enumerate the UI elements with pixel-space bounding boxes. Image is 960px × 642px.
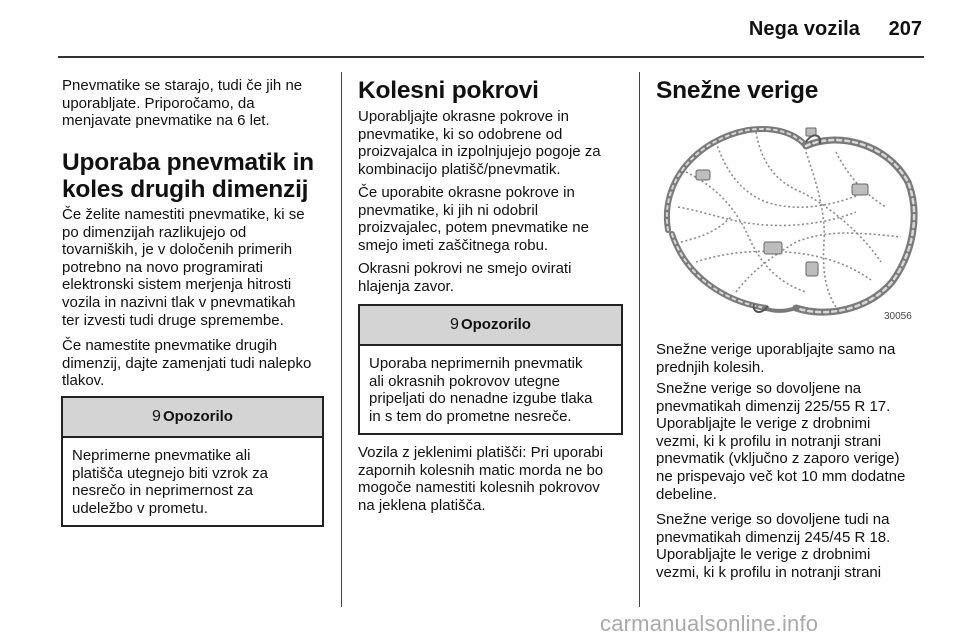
paragraph-front-wheels [656,341,926,376]
text-line: nesrečo in neprimernost za [72,482,253,500]
text-line: po dimenzijah razlikujejo od [62,223,247,241]
text-line: pnevmatik (vključno z zaporo verige) [656,450,900,468]
warning-box [61,396,324,527]
section-heading: Snežne verige [656,77,819,104]
text-line: pnevmatike, ki so odobrene od [358,125,563,143]
page-number: 207 [888,18,922,40]
text-line: Če uporabite okrasne pokrove in [358,184,575,201]
paragraph-pressure-label [62,337,337,390]
intro-paragraph [62,77,332,130]
text-line: Snežne verige so dovoljene tudi na [656,511,890,528]
text-line: Okrasni pokrovi ne smejo ovirati [358,260,572,277]
text-line: Uporabljajte le verige z drobnimi [656,415,871,433]
section-title: Nega vozila [748,18,860,40]
text-line: smejo imeti zaščitnega robu. [358,236,549,254]
text-line: elektronski sistem merjenja hitrosti [62,276,292,294]
text-line: uporabljate. Priporočamo, da [62,94,255,112]
snow-chains-illustration [656,112,920,327]
text-line: zapornih kolesnih matic morda ne bo [358,461,604,479]
warning-triangle-icon: 9 [152,408,161,425]
text-line: vozila in nazivni tlak v pnevmatikah [62,293,296,311]
text-line: potrebno na novo programirati [62,258,263,276]
text-line: Vozila z jeklenimi platišči: Pri uporabi [358,444,604,461]
text-line: tlakov. [62,372,105,390]
paragraph-steel-rims [358,444,638,514]
paragraph-dimension-225 [656,380,928,503]
watermark: carmanualsonline.info [600,611,819,636]
column-divider-2 [639,72,640,607]
text-line: ter izvesti tudi druge spremembe. [62,311,284,329]
text-line: Pnevmatike se starajo, tudi če jih ne [62,77,303,94]
text-line: hlajenja zavor. [358,277,454,295]
text-line: pnevmatike, ki jih ni odobril [358,201,539,219]
paragraph-approved-covers [358,108,636,178]
text-line: ne prispevajo več kot 10 mm dodatne [656,467,906,485]
text-line: udeležbo v prometu. [72,499,208,517]
text-line: tovarniških, je v določenih primerih [62,241,293,259]
text-line: mogoče namestiti kolesnih pokrovov [358,479,600,497]
image-reference-number: 30056 [884,311,912,322]
text-line: na jeklena platišča. [358,496,486,514]
paragraph-tyre-dimensions [62,206,337,329]
snow-chains-image [656,112,920,327]
paragraph-brake-cooling [358,260,636,295]
text-line: menjavate pnevmatike na 6 let. [62,112,270,130]
section-heading [62,149,337,203]
text-line: proizvajalec, potem pnevmatike ne [358,219,589,237]
text-line: pripeljati do nenadne izgube tlaka [369,390,593,408]
text-line: in s tem do prometne nesreče. [369,407,572,425]
text-line: proizvajalca in izpolnjujejo pogoje za [358,143,601,161]
text-line: ali okrasnih pokrovov utegne [369,372,560,390]
text-line: Če želite namestiti pnevmatike, ki se [62,206,305,223]
text-line: Neprimerne pnevmatike ali [72,447,251,464]
paragraph-unapproved-covers [358,184,636,254]
text-line: dimenzij, dajte zamenjati tudi nalepko [62,354,312,372]
heading-line: koles drugih dimenzij [62,176,309,203]
paragraph-dimension-245 [656,511,928,581]
text-line: Uporaba neprimernih pnevmatik [369,355,583,372]
text-line: prednjih kolesih. [656,358,765,376]
heading-line: Uporaba pnevmatik in [62,149,314,176]
text-line: Uporabljajte le verige z drobnimi [656,546,871,564]
text-line: pnevmatikah dimenzij 245/45 R 18. [656,528,891,546]
text-line: Snežne verige uporabljajte samo na [656,341,896,358]
section-heading: Kolesni pokrovi [358,77,539,104]
text-line: platišča utegnejo biti vzrok za [72,464,268,482]
warning-triangle-icon: 9 [450,316,459,333]
warning-header [360,306,621,346]
text-line: vezmi, ki k profilu in notranji strani [656,563,882,581]
text-line: Snežne verige so dovoljene na [656,380,862,397]
header-rule [58,56,924,58]
warning-box [358,304,623,435]
text-line: Uporabljajte okrasne pokrove in [358,108,569,125]
warning-header [63,398,322,438]
column-divider-1 [341,72,342,607]
warning-title: Opozorilo [162,408,233,425]
warning-title: Opozorilo [460,316,531,333]
text-line: kombinacijo platišč/pnevmatik. [358,160,561,178]
text-line: Če namestite pnevmatike drugih [62,337,278,354]
text-line: debeline. [656,485,717,503]
warning-text [360,346,621,435]
text-line: pnevmatikah dimenzij 225/55 R 17. [656,397,891,415]
warning-text [63,438,322,527]
text-line: vezmi, ki k profilu in notranji strani [656,432,882,450]
